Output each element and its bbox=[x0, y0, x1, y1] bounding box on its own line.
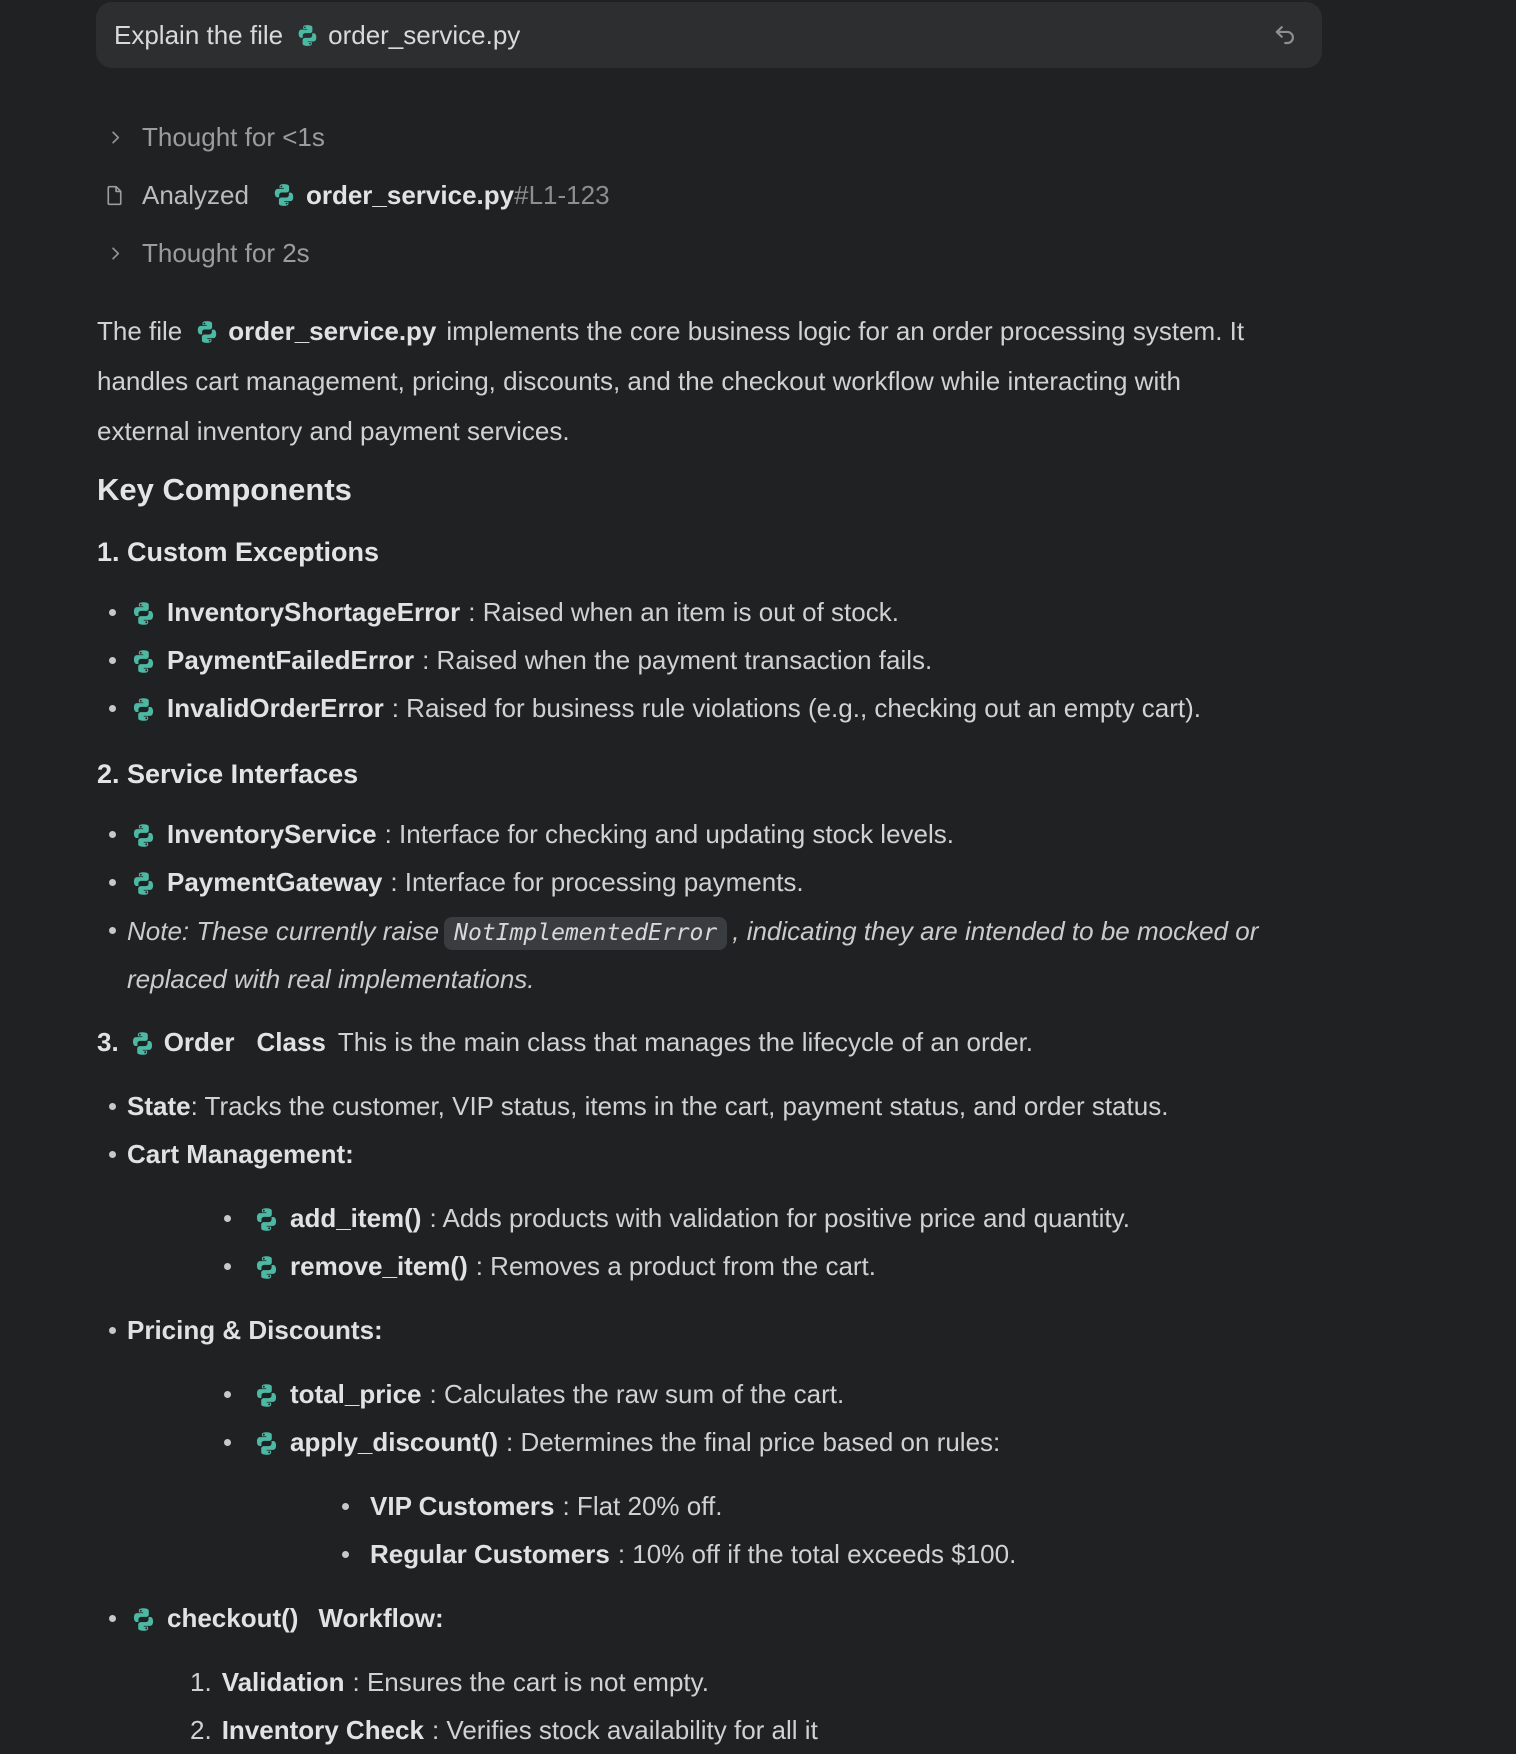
list-item bbox=[330, 1530, 1272, 1578]
thought-label: Thought for 2s bbox=[142, 237, 310, 268]
code-symbol: PaymentFailedError bbox=[167, 645, 415, 675]
assistant-answer bbox=[97, 306, 1272, 1754]
item-description: : Tracks the customer, VIP status, items in the cart, payment status, and order status. bbox=[190, 1091, 1169, 1121]
python-icon bbox=[253, 1206, 280, 1233]
analyzed-line-range: #L1-123 bbox=[514, 179, 610, 210]
code-symbol: Order bbox=[163, 1027, 235, 1057]
step-description: : Ensures the cart is not empty. bbox=[352, 1667, 709, 1697]
python-icon bbox=[130, 1606, 157, 1633]
user-message-filename: order_service.py bbox=[328, 19, 521, 50]
item-description: : Adds products with validation for positive price and quantity. bbox=[429, 1203, 1130, 1233]
python-icon bbox=[253, 1430, 280, 1457]
item-description: : Raised when the payment transaction fails. bbox=[422, 645, 933, 675]
analyzed-filename: order_service.py bbox=[305, 179, 515, 210]
undo-button[interactable] bbox=[1268, 17, 1304, 53]
list-item bbox=[212, 1194, 1272, 1242]
step-description: : Verifies stock availability for all it bbox=[431, 1715, 818, 1745]
item-description: : 10% off if the total exceeds $100. bbox=[617, 1539, 1017, 1569]
item-label: Regular Customers bbox=[370, 1539, 610, 1569]
list-item-checkout-workflow bbox=[97, 1594, 1272, 1754]
undo-icon bbox=[1272, 22, 1298, 48]
intro-text-after: implements the core business logic for an order processing system. It handles cart management, pricing, discounts, and the checkout workflow while interacting with external inventory and payment services. bbox=[97, 316, 1245, 446]
service-interfaces-title: 2. Service Interfaces bbox=[97, 759, 359, 789]
python-icon bbox=[194, 319, 220, 345]
python-icon bbox=[129, 1030, 156, 1057]
order-class-heading bbox=[97, 1018, 1272, 1066]
list-item bbox=[97, 810, 1272, 858]
file-icon bbox=[103, 184, 126, 207]
chat-panel bbox=[0, 2, 1516, 1754]
list-item bbox=[212, 1242, 1272, 1290]
analyzed-row[interactable] bbox=[97, 178, 1516, 212]
cart-management-sublist bbox=[212, 1194, 1272, 1290]
step-label: Validation bbox=[221, 1667, 345, 1697]
code-symbol: InventoryShortageError bbox=[167, 597, 461, 627]
checkout-steps-list bbox=[190, 1658, 1272, 1754]
list-item bbox=[97, 588, 1272, 636]
custom-exceptions-list bbox=[97, 588, 1272, 732]
workflow-label: Workflow: bbox=[318, 1603, 444, 1633]
list-item-cart-management bbox=[97, 1130, 1272, 1290]
item-label: Cart Management: bbox=[127, 1139, 354, 1169]
analyzed-label: Analyzed bbox=[142, 179, 249, 210]
python-icon bbox=[253, 1382, 280, 1409]
user-message-text: Explain the file bbox=[114, 19, 284, 50]
thought-label: Thought for <1s bbox=[142, 121, 325, 152]
python-icon bbox=[130, 648, 157, 675]
list-item bbox=[330, 1482, 1272, 1530]
order-class-word: Class bbox=[256, 1027, 326, 1057]
python-icon bbox=[271, 182, 297, 208]
python-icon bbox=[295, 23, 320, 48]
chevron-right-icon bbox=[106, 244, 125, 263]
intro-text-before: The file bbox=[97, 316, 183, 346]
step-number: 2. bbox=[190, 1715, 212, 1745]
discount-rules-list bbox=[330, 1482, 1272, 1578]
code-symbol: total_price bbox=[290, 1379, 422, 1409]
order-class-description: This is the main class that manages the lifecycle of an order. bbox=[337, 1027, 1034, 1057]
chevron-slot bbox=[97, 128, 142, 147]
user-message-bubble bbox=[96, 2, 1322, 68]
pricing-sublist bbox=[212, 1370, 1272, 1578]
list-item bbox=[212, 1370, 1272, 1418]
step-number: 1. bbox=[190, 1667, 212, 1697]
code-symbol: PaymentGateway bbox=[167, 867, 383, 897]
chevron-right-icon bbox=[106, 128, 125, 147]
python-icon bbox=[253, 1254, 280, 1281]
item-description: : Removes a product from the cart. bbox=[475, 1251, 877, 1281]
step-label: Inventory Check bbox=[221, 1715, 424, 1745]
note-text-before: Note: These currently raise bbox=[127, 916, 440, 946]
list-item-state bbox=[97, 1082, 1272, 1130]
python-icon bbox=[130, 600, 157, 627]
python-icon bbox=[130, 696, 157, 723]
intro-paragraph bbox=[97, 306, 1272, 456]
list-item-pricing-discounts bbox=[97, 1306, 1272, 1578]
item-label: VIP Customers bbox=[370, 1491, 555, 1521]
item-label: Pricing & Discounts: bbox=[127, 1315, 383, 1345]
item-description: : Raised for business rule violations (e.g., checking out an empty cart). bbox=[391, 693, 1202, 723]
python-icon bbox=[130, 870, 157, 897]
code-symbol: InvalidOrderError bbox=[167, 693, 384, 723]
section-number: 3. bbox=[97, 1027, 119, 1057]
code-symbol: add_item() bbox=[290, 1203, 422, 1233]
code-symbol: InventoryService bbox=[167, 819, 377, 849]
list-item bbox=[97, 858, 1272, 906]
inline-code: NotImplementedError bbox=[444, 917, 727, 950]
thought-row-2[interactable] bbox=[97, 236, 1516, 270]
service-interfaces-list bbox=[97, 810, 1272, 1002]
item-description: : Determines the final price based on rules: bbox=[506, 1427, 1001, 1457]
workflow-step bbox=[190, 1658, 1272, 1706]
list-item bbox=[212, 1418, 1272, 1578]
list-item bbox=[97, 636, 1272, 684]
chevron-slot bbox=[97, 244, 142, 263]
thought-row-1[interactable] bbox=[97, 120, 1516, 154]
key-components-heading: Key Components bbox=[97, 472, 352, 507]
item-label: State bbox=[127, 1091, 191, 1121]
code-symbol: apply_discount() bbox=[290, 1427, 499, 1457]
item-description: : Interface for processing payments. bbox=[390, 867, 804, 897]
order-class-list bbox=[97, 1082, 1272, 1754]
file-icon-slot bbox=[97, 184, 142, 207]
workflow-step bbox=[190, 1706, 1272, 1754]
note-text-after: , indicating they are intended to be mocked or replaced with real implementations. bbox=[127, 916, 1259, 994]
note-item bbox=[97, 906, 1272, 1002]
custom-exceptions-title: 1. Custom Exceptions bbox=[97, 537, 380, 567]
item-description: : Calculates the raw sum of the cart. bbox=[429, 1379, 845, 1409]
code-symbol: checkout() bbox=[167, 1603, 299, 1633]
inline-file-mention: order_service.py bbox=[228, 316, 437, 346]
python-icon bbox=[130, 822, 157, 849]
item-description: : Interface for checking and updating stock levels. bbox=[384, 819, 954, 849]
code-symbol: remove_item() bbox=[290, 1251, 468, 1281]
item-description: : Flat 20% off. bbox=[562, 1491, 723, 1521]
item-description: : Raised when an item is out of stock. bbox=[468, 597, 899, 627]
timeline bbox=[97, 120, 1516, 270]
list-item bbox=[97, 684, 1272, 732]
